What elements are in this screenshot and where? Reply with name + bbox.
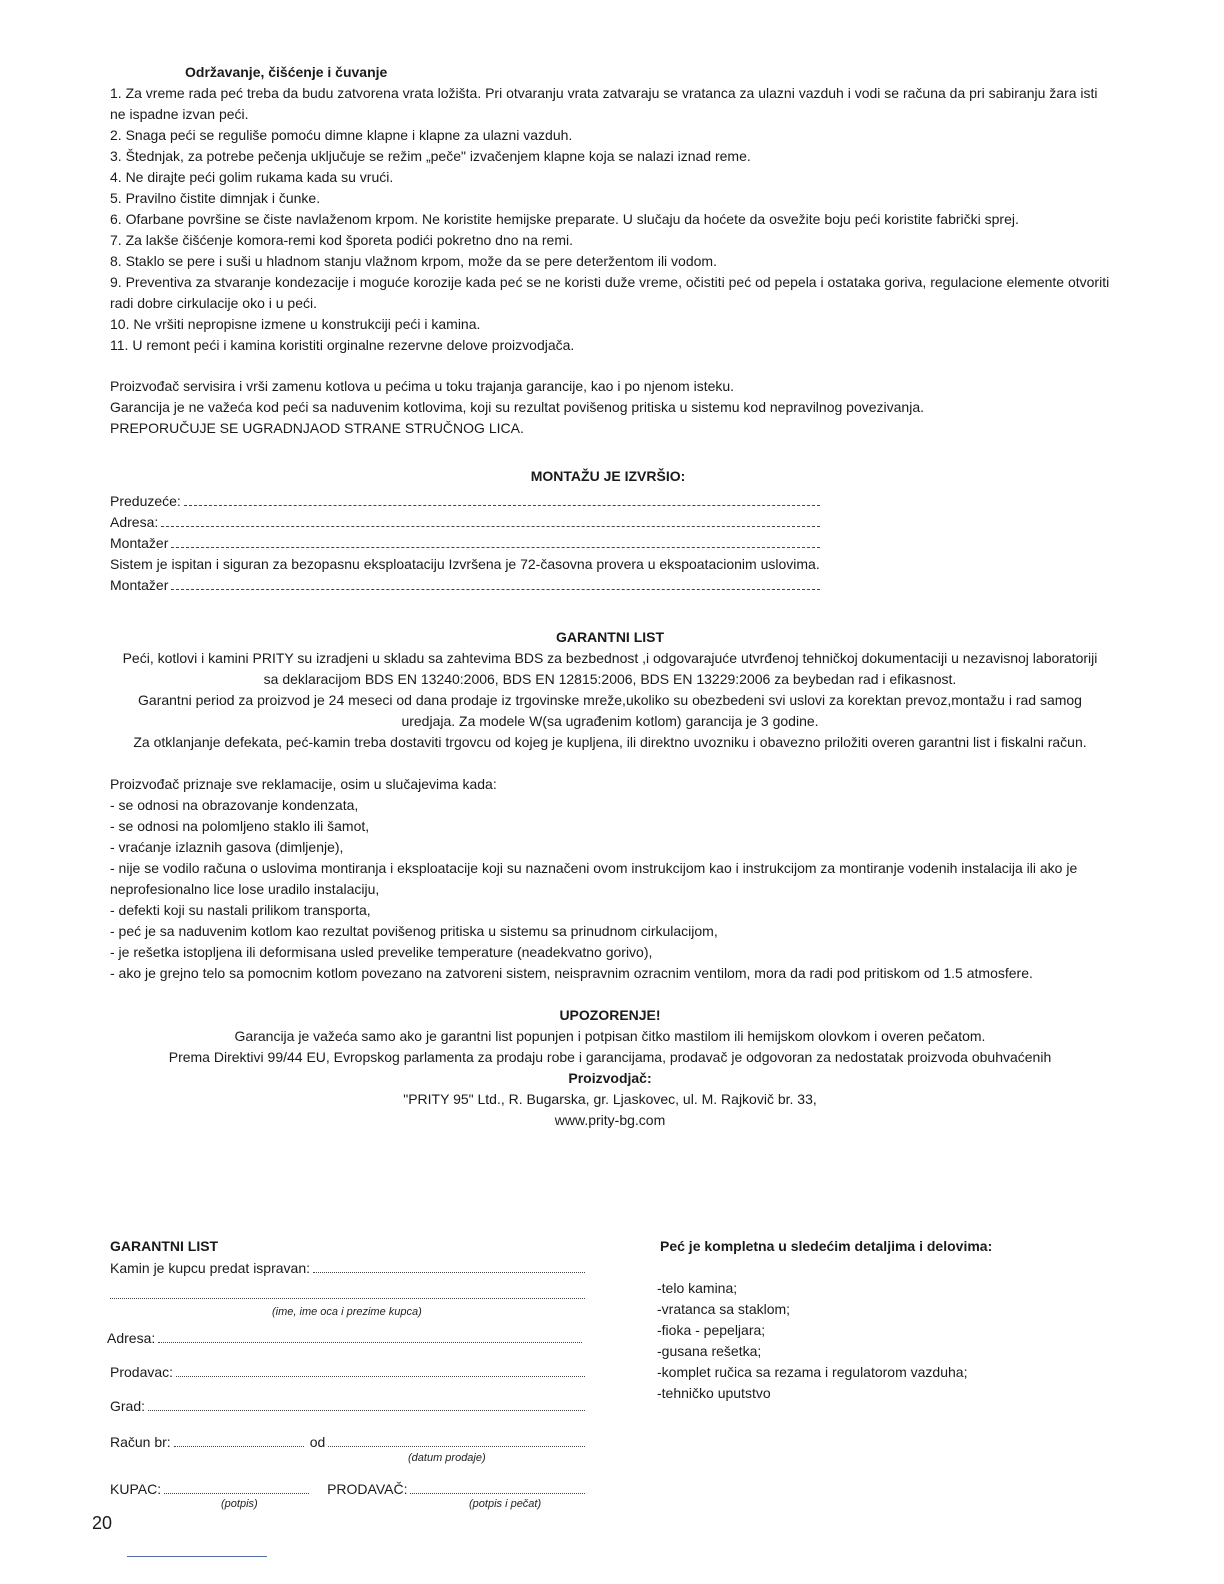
warranty-text: Za otklanjanje defekata, peć-kamin treba dostaviti trgovcu od kojeg je kupljena, ili direktno uvozniku i obavezno priložiti overen garantni list i fiskalni račun. xyxy=(133,734,1087,750)
card-address-label: Adresa: xyxy=(107,1330,156,1346)
warranty-card-title: GARANTNI LIST xyxy=(110,1238,219,1254)
installation-title: MONTAŽU JE IZVRŠIO: xyxy=(530,468,686,484)
handed-over-field[interactable] xyxy=(313,1258,585,1273)
complaints-intro: Proizvođač priznaje sve reklamacije, osim u slučajevima kada: xyxy=(110,776,497,792)
list-item: 1. Za vreme rada peć treba da budu zatvorena vrata ložišta. Pri otvaranju vrata zatvaraju se vratanca za ulazni vazduh i vodi se računa da pri sabiranju žara isti ne ispadne izvan peći. xyxy=(110,85,1098,122)
list-item: 8. Staklo se pere i suši u hladnom stanju vlažnom krpom, može da se pere deteržentom ili vodom. xyxy=(110,253,717,269)
warning-text: Garancija je važeća samo ako je garantni list popunjen i potpisan čitko mastilom ili hemijskom olovkom i overen pečatom. xyxy=(234,1028,986,1044)
list-item: -telo kamina; xyxy=(657,1280,738,1296)
warranty-text: sa deklaracijom BDS EN 13240:2006, BDS EN 12815:2006, BDS EN 13229:2006 za beybedan rad i efikasnost. xyxy=(263,671,957,687)
company-label: Preduzeće: xyxy=(110,493,181,509)
card-address-row xyxy=(107,1328,582,1349)
installer-field[interactable] xyxy=(171,533,820,548)
installer-row xyxy=(110,533,820,554)
list-item: 4. Ne dirajte peći golim rukama kada su vrući. xyxy=(110,169,394,185)
seller-signature-caption: (potpis i pečat) xyxy=(469,1498,542,1510)
warning-title: UPOZORENJE! xyxy=(559,1007,661,1023)
warranty-text: uredjaja. Za modele W(sa ugrađenim kotlom) garancija je 3 godine. xyxy=(401,713,819,729)
city-label: Grad: xyxy=(110,1398,146,1414)
seller-signature-label: PRODAVAČ: xyxy=(327,1481,408,1497)
buyer-signature-field[interactable] xyxy=(164,1479,309,1494)
invoice-number-field[interactable] xyxy=(174,1432,304,1447)
list-item: - peć je sa naduvenim kotlom kao rezultat povišenog pritiska u sistemu sa prinudnom cirkulacijom, xyxy=(110,923,718,939)
warranty-text: Peći, kotlovi i kamini PRITY su izradjeni u skladu sa zahtevima BDS za bezbednost ,i odgovarajuće utvrđenoj tehničkoj dokumentaciji u nezavisnoj laboratoriji xyxy=(122,650,1098,666)
list-item: 11. U remont peći i kamina koristiti orginalne rezervne delove proizvodjača. xyxy=(110,337,575,353)
company-row xyxy=(110,491,820,512)
city-row xyxy=(110,1396,585,1417)
list-item: 5. Pravilno čistite dimnjak i čunke. xyxy=(110,190,321,206)
list-item: -vratanca sa staklom; xyxy=(657,1301,791,1317)
list-item: 6. Ofarbane površine se čiste navlaženom krpom. Ne koristite hemijske preparate. U slučaju da hoćete da osvežite boju peći koristite fabrički sprej. xyxy=(110,211,1019,227)
service-line: Garancija je ne važeća kod peći sa naduvenim kotlovima, koji su rezultat povišenog pritiska u sistemu kod nepravilnog povezivanja. xyxy=(110,399,924,415)
list-item: - vraćanje izlaznih gasova (dimljenje), xyxy=(110,839,344,855)
list-item: - je rešetka istopljena ili deformisana usled prevelike temperature (neadekvatno gorivo), xyxy=(110,944,653,960)
buyer-label: KUPAC: xyxy=(110,1481,162,1497)
warning-text: Prema Direktivi 99/44 EU, Evropskog parlamenta za prodaju robe i garancijama, prodavač je odgovoran za nedostatak proizvoda obuhvaćenih xyxy=(168,1049,1052,1065)
installer-label: Montažer xyxy=(110,535,169,551)
parts-title: Peć je kompletna u sledećim detaljima i delovima: xyxy=(660,1238,993,1254)
list-item: - se odnosi na obrazovanje kondenzata, xyxy=(110,797,359,813)
buyer-name-field[interactable] xyxy=(110,1284,585,1299)
city-field[interactable] xyxy=(148,1396,585,1411)
warning-section xyxy=(110,1005,1110,1131)
company-field[interactable] xyxy=(184,491,820,506)
installer-signature-row xyxy=(110,575,820,596)
maintenance-title: Održavanje, čišćenje i čuvanje xyxy=(185,64,388,80)
footer-rule xyxy=(127,1556,267,1557)
list-item: - ako je grejno telo sa pomocnim kotlom povezano na zatvoreni sistem, neispravnim ozracnim ventilom, mora da radi pod pritiskom od 1.5 atmosfere. xyxy=(110,965,1033,981)
service-recommendation: PREPORUČUJE SE UGRADNJAOD STRANE STRUČNOG LICA. xyxy=(110,420,524,436)
address-row xyxy=(110,512,820,533)
date-caption: (datum prodaje) xyxy=(408,1452,486,1464)
signatures-row xyxy=(110,1479,585,1500)
producer-address: "PRITY 95" Ltd., R. Bugarska, gr. Ljaskovec, ul. M. Rajkovič br. 33, xyxy=(403,1091,817,1107)
warranty-text: Garantni period za proizvod je 24 meseci od dana prodaje iz trgovinske mreže,ukoliko su obezbedeni svi uslovi za korektan prevoz,montažu i rad samog xyxy=(138,692,1082,708)
list-item: -gusana rešetka; xyxy=(657,1343,762,1359)
handed-over-label: Kamin je kupcu predat ispravan: xyxy=(110,1260,310,1276)
list-item: 3. Štednjak, za potrebe pečenja uključuje se režim „peče" izvačenjem klapne koja se nalazi iznad reme. xyxy=(110,148,751,164)
handed-over-row xyxy=(110,1258,585,1279)
seller-field[interactable] xyxy=(176,1362,585,1377)
card-address-field[interactable] xyxy=(158,1328,582,1343)
buyer-name-caption: (ime, ime oca i prezime kupca) xyxy=(272,1306,422,1318)
list-item: 7. Za lakše čišćenje komora-remi kod šporeta podići pokretno dno na remi. xyxy=(110,232,573,248)
producer-label: Proizvodjač: xyxy=(568,1070,652,1086)
seller-label: Prodavac: xyxy=(110,1364,174,1380)
list-item: 10. Ne vršiti nepropisne izmene u konstrukciji peći i kamina. xyxy=(110,316,481,332)
complaints-section xyxy=(110,774,1110,984)
producer-website: www.prity-bg.com xyxy=(554,1112,666,1128)
buyer-signature-caption: (potpis) xyxy=(221,1498,258,1510)
list-item: -komplet ručica sa rezama i regulatorom vazduha; xyxy=(657,1364,968,1380)
invoice-date-field[interactable] xyxy=(328,1432,585,1447)
page-number: 20 xyxy=(92,1513,113,1533)
maintenance-list xyxy=(110,83,1110,356)
warranty-title: GARANTNI LIST xyxy=(555,629,665,645)
list-item: - se odnosi na polomljeno staklo ili šamot, xyxy=(110,818,370,834)
address-label: Adresa: xyxy=(110,514,159,530)
list-item: -tehničko uputstvo xyxy=(657,1385,771,1401)
warranty-section xyxy=(110,627,1110,753)
service-paragraph xyxy=(110,376,1110,439)
list-item: - defekti koji su nastali prilikom transporta, xyxy=(110,902,371,918)
seller-row xyxy=(110,1362,585,1383)
service-line: Proizvođač servisira i vrši zamenu kotlova u pećima u toku trajanja garancije, kao i po njenom isteku. xyxy=(110,378,735,394)
installer-label: Montažer xyxy=(110,577,169,593)
seller-signature-field[interactable] xyxy=(410,1479,585,1494)
invoice-date-label: od xyxy=(309,1434,326,1450)
address-field[interactable] xyxy=(161,512,820,527)
installer-signature-field[interactable] xyxy=(171,575,820,590)
buyer-name-row xyxy=(110,1284,585,1299)
list-item: 2. Snaga peći se reguliše pomoću dimne klapne i klapne za ulazni vazduh. xyxy=(110,127,573,143)
list-item: -fioka - pepeljara; xyxy=(657,1322,766,1338)
installation-form xyxy=(110,491,830,596)
list-item: - nije se vodilo računa o uslovima montiranja i eksploatacije koji su naznačeni ovom instrukcijom kao i instrukcijom za montiranje vodenih instalacija ili ako je neprofesionalno lice lose uradilo instalaciju, xyxy=(110,860,1078,897)
list-item: 9. Preventiva za stvaranje kondezacije i moguće korozije kada peć se ne koristi duže vreme, očistiti peć od pepela i ostataka goriva, regulacione elemente otvoriti radi dobre cirkulacije oko i u peći. xyxy=(110,274,1110,311)
invoice-label: Račun br: xyxy=(110,1434,171,1450)
tested-statement: Sistem je ispitan i siguran za bezopasnu eksploataciju Izvršena je 72-časovna provera u ekspoatacionim uslovima. xyxy=(110,556,820,572)
invoice-row xyxy=(110,1432,585,1453)
parts-list xyxy=(657,1278,967,1404)
